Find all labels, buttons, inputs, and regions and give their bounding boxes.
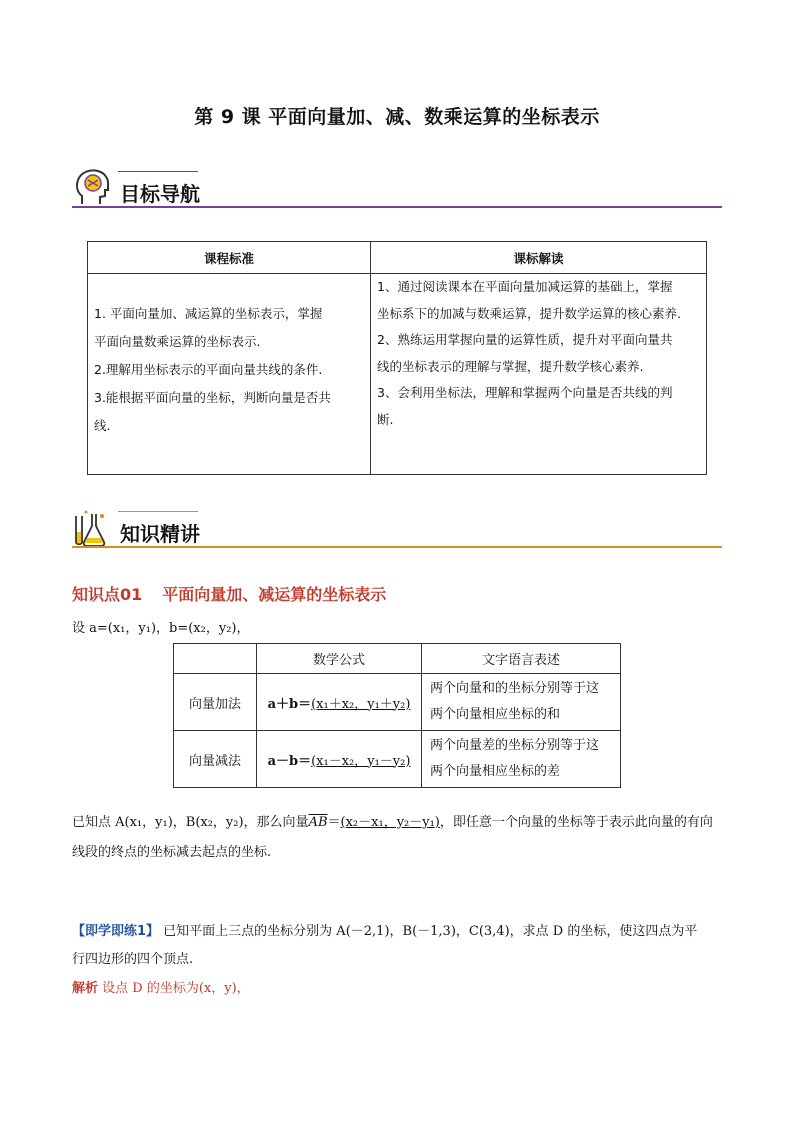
standards-table (87, 241, 707, 475)
exercise-tag: 【即学即练1】 (72, 924, 160, 939)
section-topline (118, 511, 198, 512)
text-fragment: 已知点 A(x₁，y₁)，B(x₂，y₂)，那么向量 (72, 815, 309, 830)
table-cell (422, 731, 621, 788)
text-line: 线段的终点的坐标减去起点的坐标. (72, 845, 272, 860)
knowledge-point-title (72, 582, 386, 605)
section-heading-knowledge: 知识精讲 (120, 522, 200, 546)
text-line: 2、熟练运用掌握向量的运算性质，提升对平面向量共 (377, 332, 673, 347)
section-heading-goals: 目标导航 (120, 182, 200, 206)
text-line: 行四边形的四个顶点. (72, 952, 194, 967)
text-line (72, 808, 724, 838)
table-cell: 向量减法 (174, 731, 257, 788)
formula-cell (257, 674, 422, 731)
formula-lhs: a－b＝ (267, 753, 312, 769)
lab-flask-icon (72, 508, 108, 548)
exercise-block (72, 918, 724, 974)
solution-tag: 解析 (72, 981, 99, 996)
table-header: 文字语言表述 (422, 644, 621, 674)
solution-line (72, 977, 250, 996)
solution-text: 设点 D 的坐标为(x，y)， (98, 981, 250, 996)
brain-head-icon (74, 168, 110, 208)
text-line: 2.理解用坐标表示的平面向量共线的条件. (94, 362, 323, 377)
text-line: 3.能根据平面向量的坐标，判断向量是否共 (94, 390, 331, 405)
text-fragment: ＝ (327, 815, 341, 830)
knowledge-point-number: 知识点01 (72, 585, 143, 604)
table-header (174, 644, 257, 674)
vector-ab: $\overline{AB}$ (308, 815, 328, 830)
text-line: 线的坐标表示的理解与掌握，提升数学核心素养. (377, 358, 644, 374)
knowledge-point-name: 平面向量加、减运算的坐标表示 (162, 585, 387, 604)
table-header: 数学公式 (257, 644, 422, 674)
section-divider (72, 206, 722, 208)
table-cell: 向量加法 (174, 674, 257, 731)
formula-rhs: (x₁＋x₂，y₁＋y₂) (311, 696, 411, 712)
section-divider (72, 546, 722, 548)
text-line: 平面向量数乘运算的坐标表示. (94, 334, 261, 349)
text-line: 3、会利用坐标法，理解和掌握两个向量是否共线的判 (377, 385, 673, 400)
text-line: 两个向量和的坐标分别等于这 (430, 681, 600, 696)
page-title: 第 9 课 平面向量加、减、数乘运算的坐标表示 (194, 106, 600, 128)
table-header: 课标解读 (371, 242, 707, 274)
text-line: 两个向量差的坐标分别等于这 (430, 738, 600, 753)
formula-rhs: (x₁－x₂，y₁－y₂) (311, 753, 411, 769)
formula-table (173, 643, 621, 788)
text-line: 1. 平面向量加、减运算的坐标表示，掌握 (94, 306, 323, 321)
formula-cell (257, 731, 422, 788)
text-line: 线. (94, 418, 111, 433)
text-line: 断. (377, 411, 394, 427)
text-line (72, 918, 724, 946)
text-line: 1、通过阅读课本在平面向量加减运算的基础上，掌握 (377, 279, 673, 294)
vector-result: (x₂－x₁，y₂－y₁) (340, 815, 440, 830)
exercise-text: 已知平面上三点的坐标分别为 A(－2,1)，B(－1,3)，C(3,4)，求点 D 的坐标，使这四点为平 (159, 924, 698, 939)
interpretation-cell (371, 274, 707, 475)
table-header: 课程标准 (88, 242, 371, 274)
text-line: 两个向量相应坐标的和 (430, 707, 561, 722)
section-topline (118, 171, 198, 172)
text-fragment: ，即任意一个向量的坐标等于表示此向量的有向 (439, 815, 713, 830)
table-cell (422, 674, 621, 731)
text-line: 坐标系下的加减与数乘运算，提升数学运算的核心素养. (377, 305, 681, 321)
standards-cell (88, 274, 371, 475)
coordinate-paragraph (72, 808, 724, 868)
text-line: 两个向量相应坐标的差 (430, 764, 561, 779)
formula-lhs: a＋b＝ (267, 696, 312, 712)
setup-line: 设 a=(x₁，y₁)，b=(x₂，y₂)， (72, 621, 250, 636)
